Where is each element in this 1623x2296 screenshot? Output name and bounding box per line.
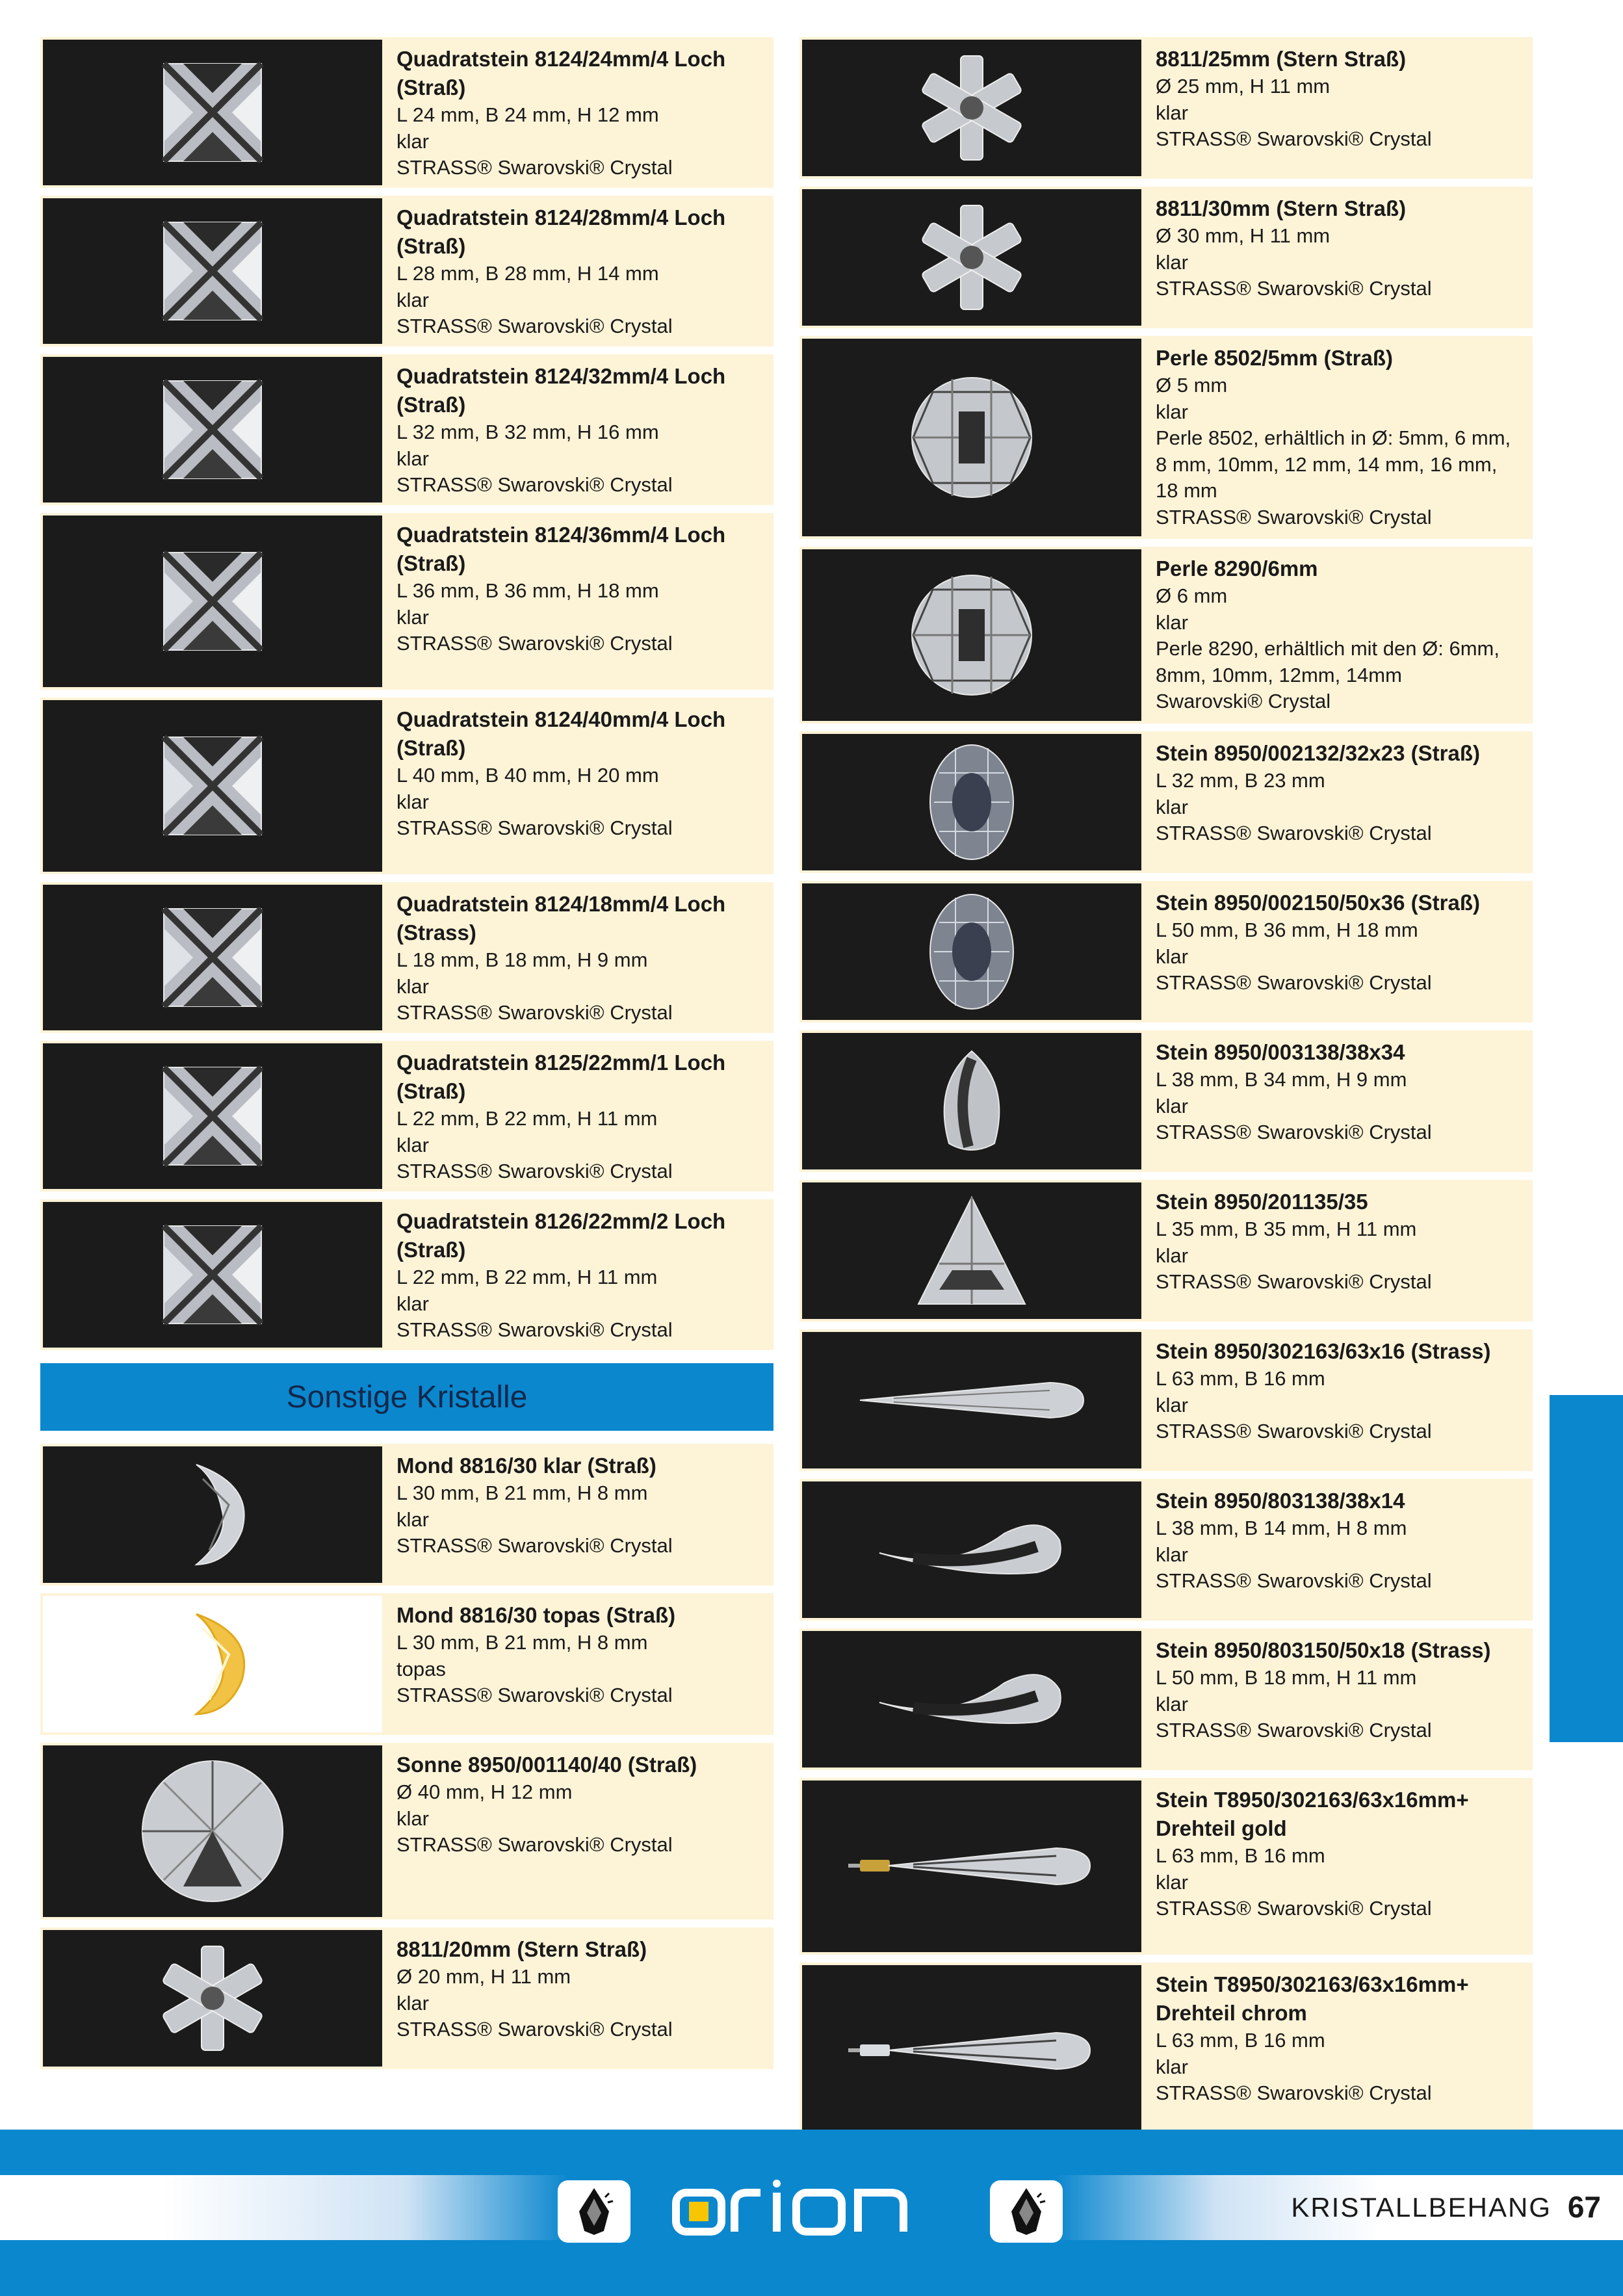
product-info — [396, 362, 760, 499]
product-card — [799, 1963, 1533, 2139]
product-detail-line: Ø 25 mm, H 11 mm — [1156, 75, 1331, 98]
square-crystal-icon — [157, 57, 268, 168]
square-crystal-icon — [157, 216, 268, 326]
leaf-crystal-icon — [929, 1046, 1014, 1156]
product-detail-line: STRASS® Swarovski® Crystal — [1156, 2081, 1432, 2104]
product-detail-line: STRASS® Swarovski® Crystal — [396, 1833, 673, 1856]
product-detail-line: L 36 mm, B 36 mm, H 18 mm — [396, 579, 659, 602]
product-title: Quadratstein 8124/24mm/4 Loch (Straß) — [396, 47, 726, 99]
product-detail-line: STRASS® Swarovski® Crystal — [1156, 971, 1432, 994]
product-detail-line: STRASS® Swarovski® Crystal — [396, 1534, 673, 1557]
product-detail-line: STRASS® Swarovski® Crystal — [1156, 822, 1432, 844]
product-detail-line: L 38 mm, B 34 mm, H 9 mm — [1156, 1068, 1407, 1091]
product-title: Mond 8816/30 klar (Straß) — [396, 1454, 656, 1478]
pyramid-crystal-icon — [913, 1192, 1030, 1309]
product-image — [43, 1202, 382, 1348]
product-image — [43, 40, 382, 185]
bead-crystal-icon — [907, 372, 1037, 502]
product-card — [799, 1030, 1533, 1172]
product-title: Quadratstein 8124/18mm/4 Loch (Strass) — [396, 892, 726, 945]
product-card — [799, 1180, 1533, 1322]
icicle-crystal-icon — [855, 1371, 1089, 1429]
product-detail-line: klar — [396, 1507, 429, 1531]
product-detail-line: klar — [1156, 795, 1188, 818]
product-image — [43, 357, 382, 502]
oval-crystal-icon — [926, 740, 1017, 864]
product-image — [43, 515, 382, 687]
product-title: Quadratstein 8125/22mm/1 Loch (Straß) — [396, 1050, 726, 1103]
product-detail-line: klar — [1156, 2055, 1188, 2078]
product-detail-line: klar — [396, 129, 429, 153]
product-info — [396, 1452, 760, 1559]
icicle-gold-cap-crystal-icon — [848, 1834, 1095, 1899]
square-crystal-icon — [157, 1220, 268, 1330]
product-card — [40, 1593, 773, 1735]
product-info — [396, 45, 760, 181]
crystal-drop-icon — [990, 2180, 1063, 2243]
product-detail-line: klar — [396, 1807, 429, 1830]
product-card — [40, 1444, 773, 1585]
product-detail-line: L 18 mm, B 18 mm, H 9 mm — [396, 948, 648, 971]
product-title: 8811/25mm (Stern Straß) — [1156, 47, 1407, 71]
product-detail-line: STRASS® Swarovski® Crystal — [1156, 127, 1432, 150]
product-image — [43, 1930, 382, 2067]
product-image — [802, 1631, 1141, 1768]
product-info — [1156, 1038, 1520, 1146]
product-info — [396, 1207, 760, 1344]
product-card — [40, 1927, 773, 2069]
product-info — [1156, 554, 1520, 715]
product-detail-line: L 50 mm, B 18 mm, H 11 mm — [1156, 1666, 1417, 1689]
round-crystal-icon — [138, 1756, 287, 1906]
square-crystal-icon — [157, 731, 268, 841]
product-image — [802, 40, 1141, 176]
product-title: Stein T8950/302163/63x16mm+ Drehteil chrom — [1156, 1972, 1469, 2025]
product-detail-line: L 24 mm, B 24 mm, H 12 mm — [396, 103, 659, 126]
product-info — [1156, 739, 1520, 847]
product-detail-line: klar — [1156, 400, 1188, 423]
product-card — [799, 1329, 1533, 1471]
square-crystal-icon — [157, 546, 268, 657]
product-detail-line: klar — [396, 974, 429, 998]
product-detail-line: STRASS® Swarovski® Crystal — [396, 1318, 673, 1341]
product-card — [799, 1479, 1533, 1621]
product-detail-line: L 63 mm, B 16 mm — [1156, 1367, 1325, 1390]
product-card — [40, 1041, 773, 1192]
product-detail-line: Ø 30 mm, H 11 mm — [1156, 224, 1331, 247]
product-title: Quadratstein 8124/40mm/4 Loch (Straß) — [396, 707, 726, 760]
product-title: Stein 8950/803150/50x18 (Strass) — [1156, 1638, 1491, 1662]
brand-logo — [650, 2175, 975, 2240]
product-card — [40, 196, 773, 346]
product-title: Quadratstein 8126/22mm/2 Loch (Straß) — [396, 1209, 726, 1262]
product-title: Quadratstein 8124/32mm/4 Loch (Straß) — [396, 364, 726, 417]
product-title: Stein 8950/201135/35 — [1156, 1190, 1368, 1214]
orion-logo-icon — [669, 2178, 955, 2237]
product-info — [1156, 1786, 1520, 1922]
product-detail-line: L 28 mm, B 28 mm, H 14 mm — [396, 262, 659, 285]
product-detail-line: klar — [396, 605, 429, 629]
product-detail-line: klar — [1156, 1543, 1188, 1566]
square-crystal-icon — [157, 374, 268, 485]
product-image — [43, 1745, 382, 1917]
star-crystal-icon — [916, 202, 1027, 313]
product-detail-line: L 30 mm, B 21 mm, H 8 mm — [396, 1481, 648, 1504]
star-crystal-icon — [157, 1943, 268, 2054]
product-card — [799, 881, 1533, 1023]
product-detail-line: STRASS® Swarovski® Crystal — [1156, 1569, 1432, 1592]
product-detail-line: klar — [1156, 1393, 1188, 1416]
product-card — [40, 1743, 773, 1920]
product-detail-line: klar — [396, 1133, 429, 1156]
product-image — [802, 1182, 1141, 1319]
product-title: 8811/30mm (Stern Straß) — [1156, 196, 1407, 220]
product-detail-line: klar — [396, 1292, 429, 1315]
comet-crystal-icon — [874, 1657, 1069, 1742]
product-detail-line: klar — [1156, 250, 1188, 274]
product-card — [799, 37, 1533, 179]
product-info — [396, 1935, 760, 2043]
product-image — [802, 1481, 1141, 1618]
product-title: Perle 8502/5mm (Straß) — [1156, 346, 1394, 370]
product-title: Stein 8950/803138/38x14 — [1156, 1489, 1405, 1513]
product-detail-line: klar — [1156, 1870, 1188, 1894]
product-title: Stein 8950/003138/38x34 — [1156, 1040, 1405, 1064]
product-info — [396, 203, 760, 340]
product-detail-line: STRASS® Swarovski® Crystal — [396, 1684, 673, 1706]
product-image — [802, 734, 1141, 870]
product-title: Sonne 8950/001140/40 (Straß) — [396, 1753, 697, 1777]
product-detail-line: L 32 mm, B 32 mm, H 16 mm — [396, 421, 659, 443]
product-detail-line: L 50 mm, B 36 mm, H 18 mm — [1156, 919, 1418, 941]
section-label: KRISTALLBEHANG — [1291, 2192, 1552, 2223]
product-detail-line: L 35 mm, B 35 mm, H 11 mm — [1156, 1218, 1417, 1240]
product-info — [1156, 45, 1520, 153]
product-info — [396, 1049, 760, 1185]
product-detail-line: L 22 mm, B 22 mm, H 11 mm — [396, 1107, 658, 1130]
product-detail-line: STRASS® Swarovski® Crystal — [1156, 1420, 1432, 1442]
product-image — [43, 1043, 382, 1189]
comet-crystal-icon — [874, 1507, 1069, 1592]
star-crystal-icon — [916, 53, 1027, 163]
product-info — [1156, 1487, 1520, 1595]
product-info — [1156, 1636, 1520, 1744]
product-detail-line: klar — [1156, 101, 1188, 124]
page-number: 67 — [1567, 2190, 1601, 2224]
product-card — [799, 187, 1533, 328]
product-image — [802, 883, 1141, 1020]
product-image — [802, 1781, 1141, 1952]
product-title: Stein T8950/302163/63x16mm+ Drehteil gold — [1156, 1788, 1469, 1840]
product-detail-line: klar — [1156, 945, 1188, 968]
product-info — [1156, 344, 1520, 530]
product-detail-line: STRASS® Swarovski® Crystal — [396, 1160, 673, 1182]
product-detail-line: STRASS® Swarovski® Crystal — [1156, 1719, 1432, 1742]
product-detail-line: L 22 mm, B 22 mm, H 11 mm — [396, 1266, 658, 1288]
product-card — [799, 1778, 1533, 1955]
product-detail-line: klar — [1156, 1244, 1188, 1267]
product-detail-line: L 30 mm, B 21 mm, H 8 mm — [396, 1631, 648, 1654]
product-detail-line: Perle 8290, erhältlich mit den Ø: 6mm, 8mm, 10mm, 12mm, 14mm — [1156, 637, 1500, 686]
product-detail-line: topas — [396, 1657, 446, 1680]
product-detail-line: klar — [396, 1991, 429, 2015]
product-detail-line: STRASS® Swarovski® Crystal — [396, 1001, 673, 1024]
product-image — [802, 189, 1141, 326]
product-image — [802, 1965, 1141, 2137]
product-info — [1156, 194, 1520, 302]
product-image — [43, 1446, 382, 1583]
product-title: Stein 8950/302163/63x16 (Strass) — [1156, 1339, 1491, 1363]
product-detail-line: klar — [1156, 1692, 1188, 1715]
product-detail-line: STRASS® Swarovski® Crystal — [1156, 1897, 1432, 1920]
product-info — [396, 1751, 760, 1859]
product-card — [40, 1199, 773, 1350]
product-detail-line: STRASS® Swarovski® Crystal — [396, 2018, 673, 2041]
product-detail-line: STRASS® Swarovski® Crystal — [396, 473, 673, 496]
product-info — [396, 521, 760, 657]
product-image — [43, 700, 382, 872]
product-title: Quadratstein 8124/28mm/4 Loch (Straß) — [396, 205, 726, 258]
footer-band-top — [0, 2130, 1623, 2175]
product-detail-line: L 38 mm, B 14 mm, H 8 mm — [1156, 1517, 1407, 1539]
product-info — [1156, 1337, 1520, 1445]
product-title: Stein 8950/002150/50x36 (Straß) — [1156, 891, 1480, 915]
product-detail-line: Ø 6 mm — [1156, 584, 1228, 607]
product-image — [43, 885, 382, 1030]
bead-crystal-icon — [907, 570, 1037, 700]
product-card — [40, 513, 773, 690]
product-card — [799, 547, 1533, 724]
product-detail-line: Ø 40 mm, H 12 mm — [396, 1781, 573, 1803]
product-detail-line: L 63 mm, B 16 mm — [1156, 2029, 1325, 2052]
product-card — [40, 354, 773, 505]
product-image — [43, 198, 382, 344]
product-detail-line: klar — [396, 288, 429, 311]
product-detail-line: L 40 mm, B 40 mm, H 20 mm — [396, 764, 659, 787]
product-info — [396, 890, 760, 1026]
product-image — [43, 1596, 382, 1732]
product-detail-line: klar — [396, 790, 429, 813]
product-detail-line: Swarovski® Crystal — [1156, 690, 1331, 712]
footer-band-bottom — [0, 2240, 1623, 2296]
product-info — [1156, 1188, 1520, 1296]
product-detail-line: STRASS® Swarovski® Crystal — [1156, 1270, 1432, 1293]
product-detail-line: STRASS® Swarovski® Crystal — [1156, 505, 1432, 528]
product-detail-line: STRASS® Swarovski® Crystal — [396, 632, 673, 655]
product-card — [799, 731, 1533, 873]
moon-crystal-icon — [164, 1459, 261, 1570]
chapter-side-tab — [1550, 1395, 1623, 1742]
product-detail-line: L 63 mm, B 16 mm — [1156, 1844, 1325, 1867]
product-image — [802, 1332, 1141, 1468]
icicle-chrome-cap-crystal-icon — [848, 2018, 1095, 2083]
square-crystal-icon — [157, 902, 268, 1013]
product-title: Quadratstein 8124/36mm/4 Loch (Straß) — [396, 523, 726, 575]
product-detail-line: STRASS® Swarovski® Crystal — [1156, 1121, 1432, 1143]
product-info — [1156, 889, 1520, 997]
product-detail-line: STRASS® Swarovski® Crystal — [1156, 277, 1432, 300]
moon-topaz-crystal-icon — [164, 1609, 261, 1719]
product-image — [802, 1033, 1141, 1169]
product-detail-line: STRASS® Swarovski® Crystal — [396, 156, 673, 179]
product-image — [802, 549, 1141, 721]
product-card — [40, 882, 773, 1033]
product-detail-line: STRASS® Swarovski® Crystal — [396, 816, 673, 839]
product-image — [802, 339, 1141, 536]
product-title: Stein 8950/002132/32x23 (Straß) — [1156, 741, 1480, 765]
crystal-drop-icon — [558, 2180, 630, 2243]
product-detail-line: klar — [396, 447, 429, 470]
product-detail-line: klar — [1156, 1094, 1188, 1117]
product-info — [396, 705, 760, 842]
product-info — [396, 1601, 760, 1709]
product-detail-line: Ø 20 mm, H 11 mm — [396, 1965, 571, 1988]
product-detail-line: klar — [1156, 610, 1188, 634]
product-title: 8811/20mm (Stern Straß) — [396, 1937, 647, 1961]
product-card — [40, 37, 773, 188]
oval-crystal-icon — [926, 890, 1017, 1013]
product-info — [1156, 1970, 1520, 2107]
section-heading: Sonstige Kristalle — [40, 1363, 773, 1431]
product-card — [40, 698, 773, 874]
product-title: Perle 8290/6mm — [1156, 556, 1318, 581]
product-title: Mond 8816/30 topas (Straß) — [396, 1603, 676, 1627]
square-crystal-icon — [157, 1061, 268, 1171]
product-detail-line: STRASS® Swarovski® Crystal — [396, 315, 673, 337]
product-card — [799, 336, 1533, 539]
product-detail-line: Ø 5 mm — [1156, 374, 1228, 397]
product-card — [799, 1628, 1533, 1770]
product-detail-line: Perle 8502, erhältlich in Ø: 5mm, 6 mm, 8 mm, 10mm, 12 mm, 14 mm, 16 mm, 18 mm — [1156, 426, 1511, 502]
product-detail-line: L 32 mm, B 23 mm — [1156, 769, 1325, 792]
